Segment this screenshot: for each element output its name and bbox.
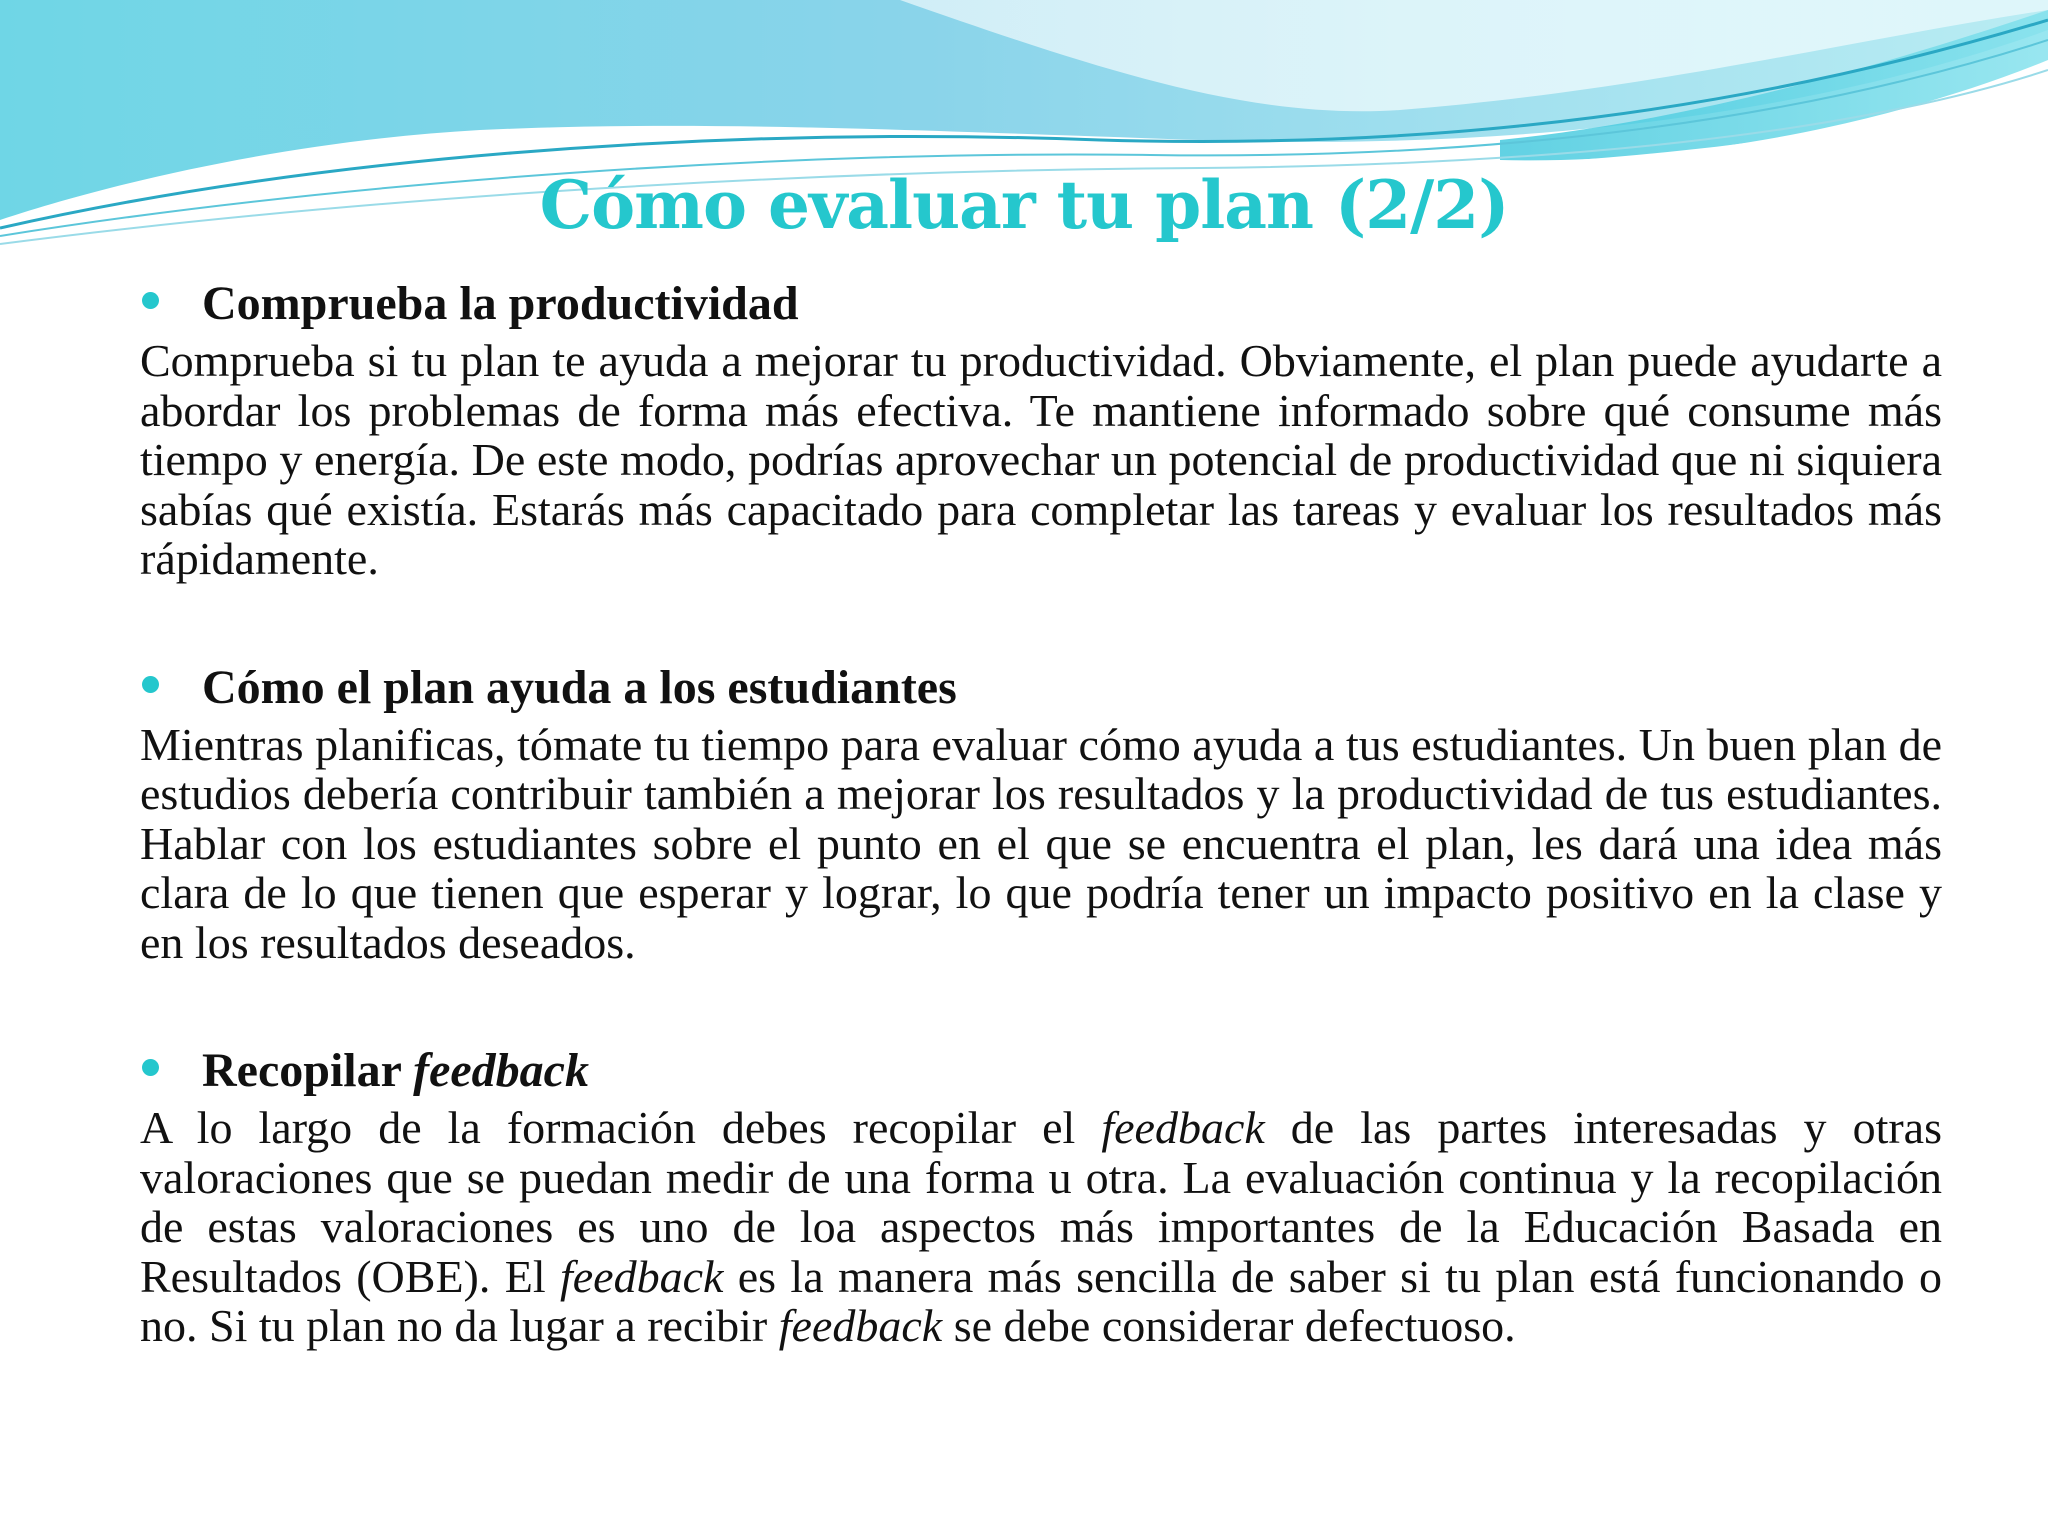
body-text: A lo largo de la formación debes recopilar el: [140, 1102, 1076, 1153]
section-heading: Comprueba la productividad: [202, 277, 799, 330]
body-text: de las partes interesadas y otras valoraciones que se puedan medir de una forma u otra. La evaluación continua y la recopilación de estas valoraciones es uno de loa aspectos más importantes de la Educación Basada en Resultados (OBE). El: [140, 1102, 1942, 1302]
section-estudiantes: [140, 656, 1942, 968]
section-body: Mientras planificas, tómate tu tiempo para evaluar cómo ayuda a tus estudiantes. Un buen plan de estudios debería contribuir también a mejorar los resultados y la productividad de tus estudiantes. Hablar con los estudiantes sobre el punto en el que se encuentra el plan, les dará una idea más clara de lo que tienen que esperar y lograr, lo que podría tener un impacto positivo en la clase y en los resultados deseados.: [140, 718, 1942, 968]
heading-text: Recopilar: [202, 1044, 402, 1097]
slide-title: Cómo evaluar tu plan (2/2): [539, 166, 1509, 244]
slide-content: [140, 272, 1942, 1423]
body-italic-text: feedback: [778, 1300, 943, 1351]
section-heading: [202, 1039, 589, 1103]
body-text: se debe considerar defectuoso.: [953, 1300, 1516, 1351]
bullet-dot-icon: [142, 1059, 159, 1076]
body-italic-text: feedback: [1101, 1102, 1265, 1153]
section-body: [140, 1103, 1942, 1351]
body-text: es la manera más sencilla de saber si tu plan está funcionando o no. Si tu plan no da lugar a recibir: [140, 1250, 1942, 1351]
section-productividad: [140, 272, 1942, 584]
bullet-dot-icon: [142, 292, 159, 309]
section-body: Comprueba si tu plan te ayuda a mejorar tu productividad. Obviamente, el plan puede ayudarte a abordar los problemas de forma más efectiva. Te mantiene informado sobre qué consume más tiempo y energía. De este modo, podrías aprovechar un potencial de productividad que ni siquiera sabías qué existía. Estarás más capacitado para completar las tareas y evaluar los resultados más rápidamente.: [140, 335, 1942, 584]
body-italic-text: feedback: [559, 1250, 724, 1302]
heading-italic-text: feedback: [413, 1044, 589, 1097]
section-heading: Cómo el plan ayuda a los estudiantes: [202, 660, 957, 714]
bullet-dot-icon: [142, 676, 159, 693]
section-feedback: [140, 1039, 1942, 1351]
